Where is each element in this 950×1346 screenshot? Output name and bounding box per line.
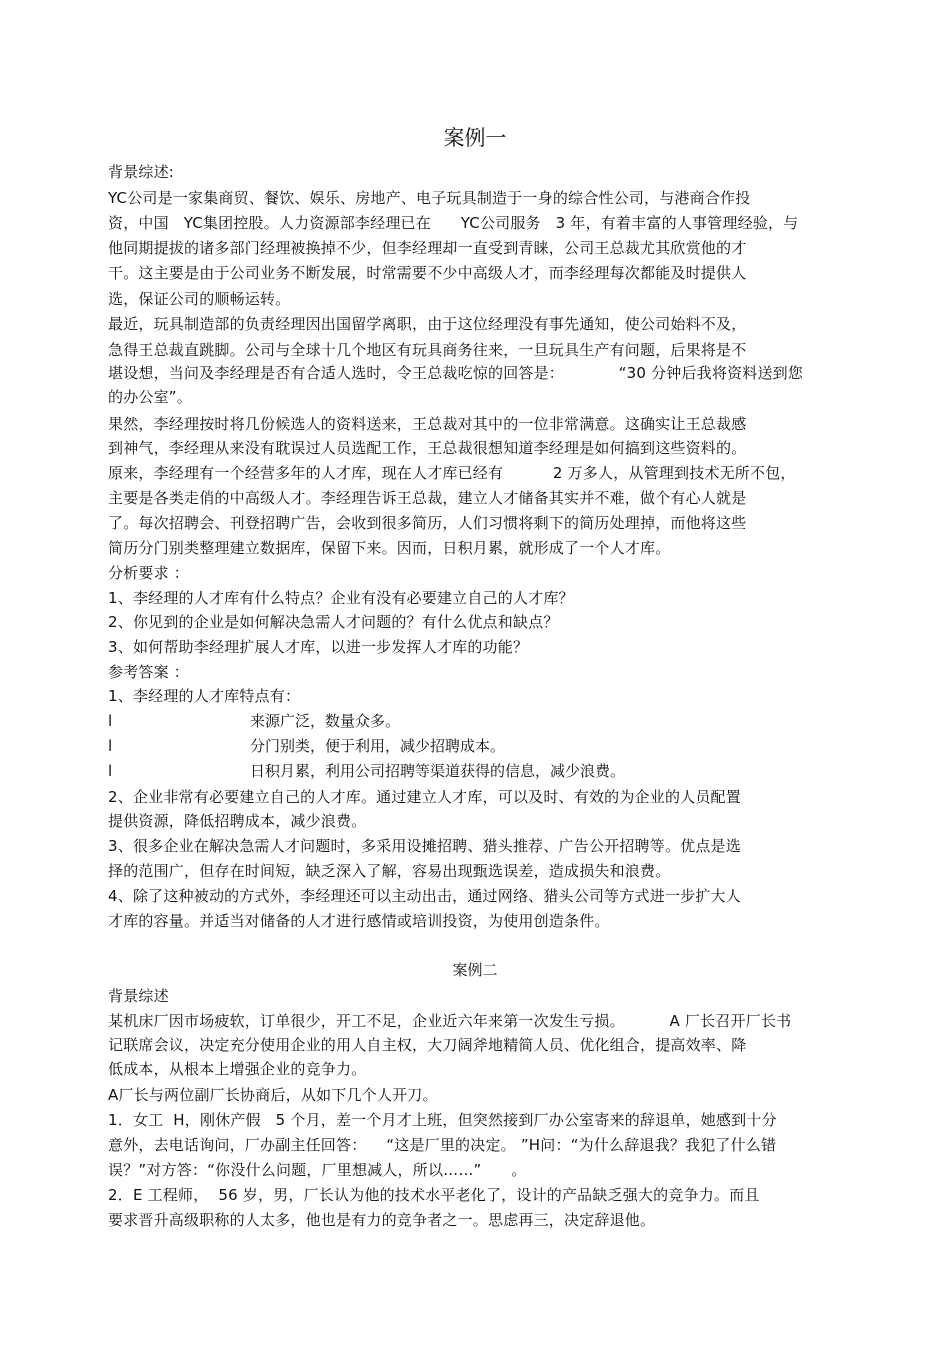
case1-background-line: 选，保证公司的顺畅运转。 bbox=[108, 290, 291, 308]
case1-background-line: YC公司是一家集商贸、餐饮、娱乐、房地产、电子玩具制造于一身的综合性公司，与港商合作投 bbox=[108, 189, 751, 207]
answer-line: 3、很多企业在解决急需人才问题时，多采用设摊招聘、猎头推荐、广告公开招聘等。优点是选 bbox=[108, 837, 741, 855]
question-item: 2、你见到的企业是如何解决急需人才问题的？有什么优点和缺点？ bbox=[108, 613, 559, 631]
case2-line: 低成本，从根本上增强企业的竞争力。 bbox=[108, 1060, 367, 1078]
case2-line: 意外，去电话询问，厂办副主任回答： “这是厂里的决定。 ”H问：“为什么辞退我？我犯了什么错 bbox=[108, 1136, 777, 1154]
case2-line: 误？”对方答：“你没什么问题，厂里想减人，所以……” 。 bbox=[108, 1161, 527, 1179]
case1-background-line: 他同期提拔的诸多部门经理被换掉不少，但李经理却一直受到青睐，公司王总裁尤其欣赏他的才 bbox=[108, 239, 747, 257]
answer-line: 4、除了这种被动的方式外，李经理还可以主动出击，通过网络、猎头公司等方式进一步扩大人 bbox=[108, 887, 741, 905]
question-item: 3、如何帮助李经理扩展人才库，以进一步发挥人才库的功能？ bbox=[108, 638, 529, 656]
case1-background-line: 的办公室”。 bbox=[108, 388, 192, 406]
case1-background-line: 果然，李经理按时将几份候选人的资料送来，王总裁对其中的一位非常满意。这确实让王总裁感 bbox=[108, 415, 747, 433]
case1-background-line: 原来，李经理有一个经营多年的人才库，现在人才库已经有 2 万多人，从管理到技术无所不包， bbox=[108, 464, 796, 482]
case2-line: 2．E 工程师， 56 岁，男，厂长认为他的技术水平老化了，设计的产品缺乏强大的竞争力。而且 bbox=[108, 1186, 760, 1204]
answer-line: 提供资源，降低招聘成本，减少浪费。 bbox=[108, 812, 367, 830]
case1-background-line: 干。这主要是由于公司业务不断发展，时常需要不少中高级人才，而李经理每次都能及时提供人 bbox=[108, 264, 747, 282]
answer-line: 才库的容量。并适当对储备的人才进行感情或培训投资，为使用创造条件。 bbox=[108, 912, 610, 930]
case1-background-heading: 背景综述: bbox=[108, 163, 175, 181]
case1-background-line: 急得王总裁直跳脚。公司与全球十几个地区有玩具商务往来，一旦玩具生产有问题，后果将是不 bbox=[108, 341, 747, 359]
case1-background-line: 简历分门别类整理建立数据库，保留下来。因而，日积月累，就形成了一个人才库。 bbox=[108, 539, 671, 557]
case1-background-line: 最近，玩具制造部的负责经理因出国留学离职，由于这位经理没有事先通知，使公司始料不及， bbox=[108, 315, 747, 333]
bullet-item: 日积月累，利用公司招聘等渠道获得的信息，减少浪费。 bbox=[250, 762, 626, 780]
answer1-heading: 1、李经理的人才库特点有： bbox=[108, 687, 301, 705]
bullet-marker: l bbox=[108, 737, 113, 755]
case1-background-line: 到神气，李经理从来没有耽误过人员选配工作，王总裁很想知道李经理是如何搞到这些资料的。 bbox=[108, 439, 747, 457]
question-item: 1、李经理的人才库有什么特点？企业有没有必要建立自己的人才库？ bbox=[108, 589, 574, 607]
case2-line: 要求晋升高级职称的人太多，他也是有力的竞争者之一。思虑再三，决定辞退他。 bbox=[108, 1211, 656, 1229]
answer-line: 择的范围广，但存在时间短，缺乏深入了解，容易出现甄选误差，造成损失和浪费。 bbox=[108, 862, 671, 880]
answer-line: 2、企业非常有必要建立自己的人才库。通过建立人才库，可以及时、有效的为企业的人员配置 bbox=[108, 788, 741, 806]
bullet-marker: l bbox=[108, 762, 113, 780]
answer-heading: 参考答案 ： bbox=[108, 663, 189, 681]
bullet-item: 分门别类，便于利用，减少招聘成本。 bbox=[250, 737, 506, 755]
bullet-marker: l bbox=[108, 712, 113, 730]
case1-background-line: 资，中国 YC集团控股。人力资源部李经理已在 YC公司服务 3 年，有着丰富的人事管理经验，与 bbox=[108, 214, 799, 232]
case1-background-line: 了。每次招聘会、刊登招聘广告，会收到很多简历，人们习惯将剩下的简历处理掉，而他将这些 bbox=[108, 514, 747, 532]
case2-line: A厂长与两位副厂长协商后，从如下几个人开刀。 bbox=[108, 1086, 438, 1104]
case2-line: 记联席会议，决定充分使用企业的用人自主权，大刀阔斧地精简人员、优化组合，提高效率、降 bbox=[108, 1036, 747, 1054]
case1-background-line: 主要是各类走俏的中高级人才。李经理告诉王总裁，建立人才储备其实并不难，做个有心人就是 bbox=[108, 489, 747, 507]
case2-background-heading: 背景综述 bbox=[108, 987, 169, 1005]
case1-title: 案例一 bbox=[443, 126, 507, 150]
analysis-heading: 分析要求 ： bbox=[108, 564, 189, 582]
case2-line: 1．女工 H，刚休产假 5 个月，差一个月才上班，但突然接到厂办公室寄来的辞退单，她感到十分 bbox=[108, 1111, 777, 1129]
case1-background-line: 堪设想，当问及李经理是否有合适人选时，令王总裁吃惊的回答是： “30 分钟后我将资料送到您 bbox=[108, 364, 804, 382]
case2-title: 案例二 bbox=[452, 961, 498, 979]
bullet-item: 来源广泛，数量众多。 bbox=[250, 712, 401, 730]
case2-line: 某机床厂因市场疲软，订单很少，开工不足，企业近六年来第一次发生亏损。 A 厂长召开厂长书 bbox=[108, 1012, 792, 1030]
